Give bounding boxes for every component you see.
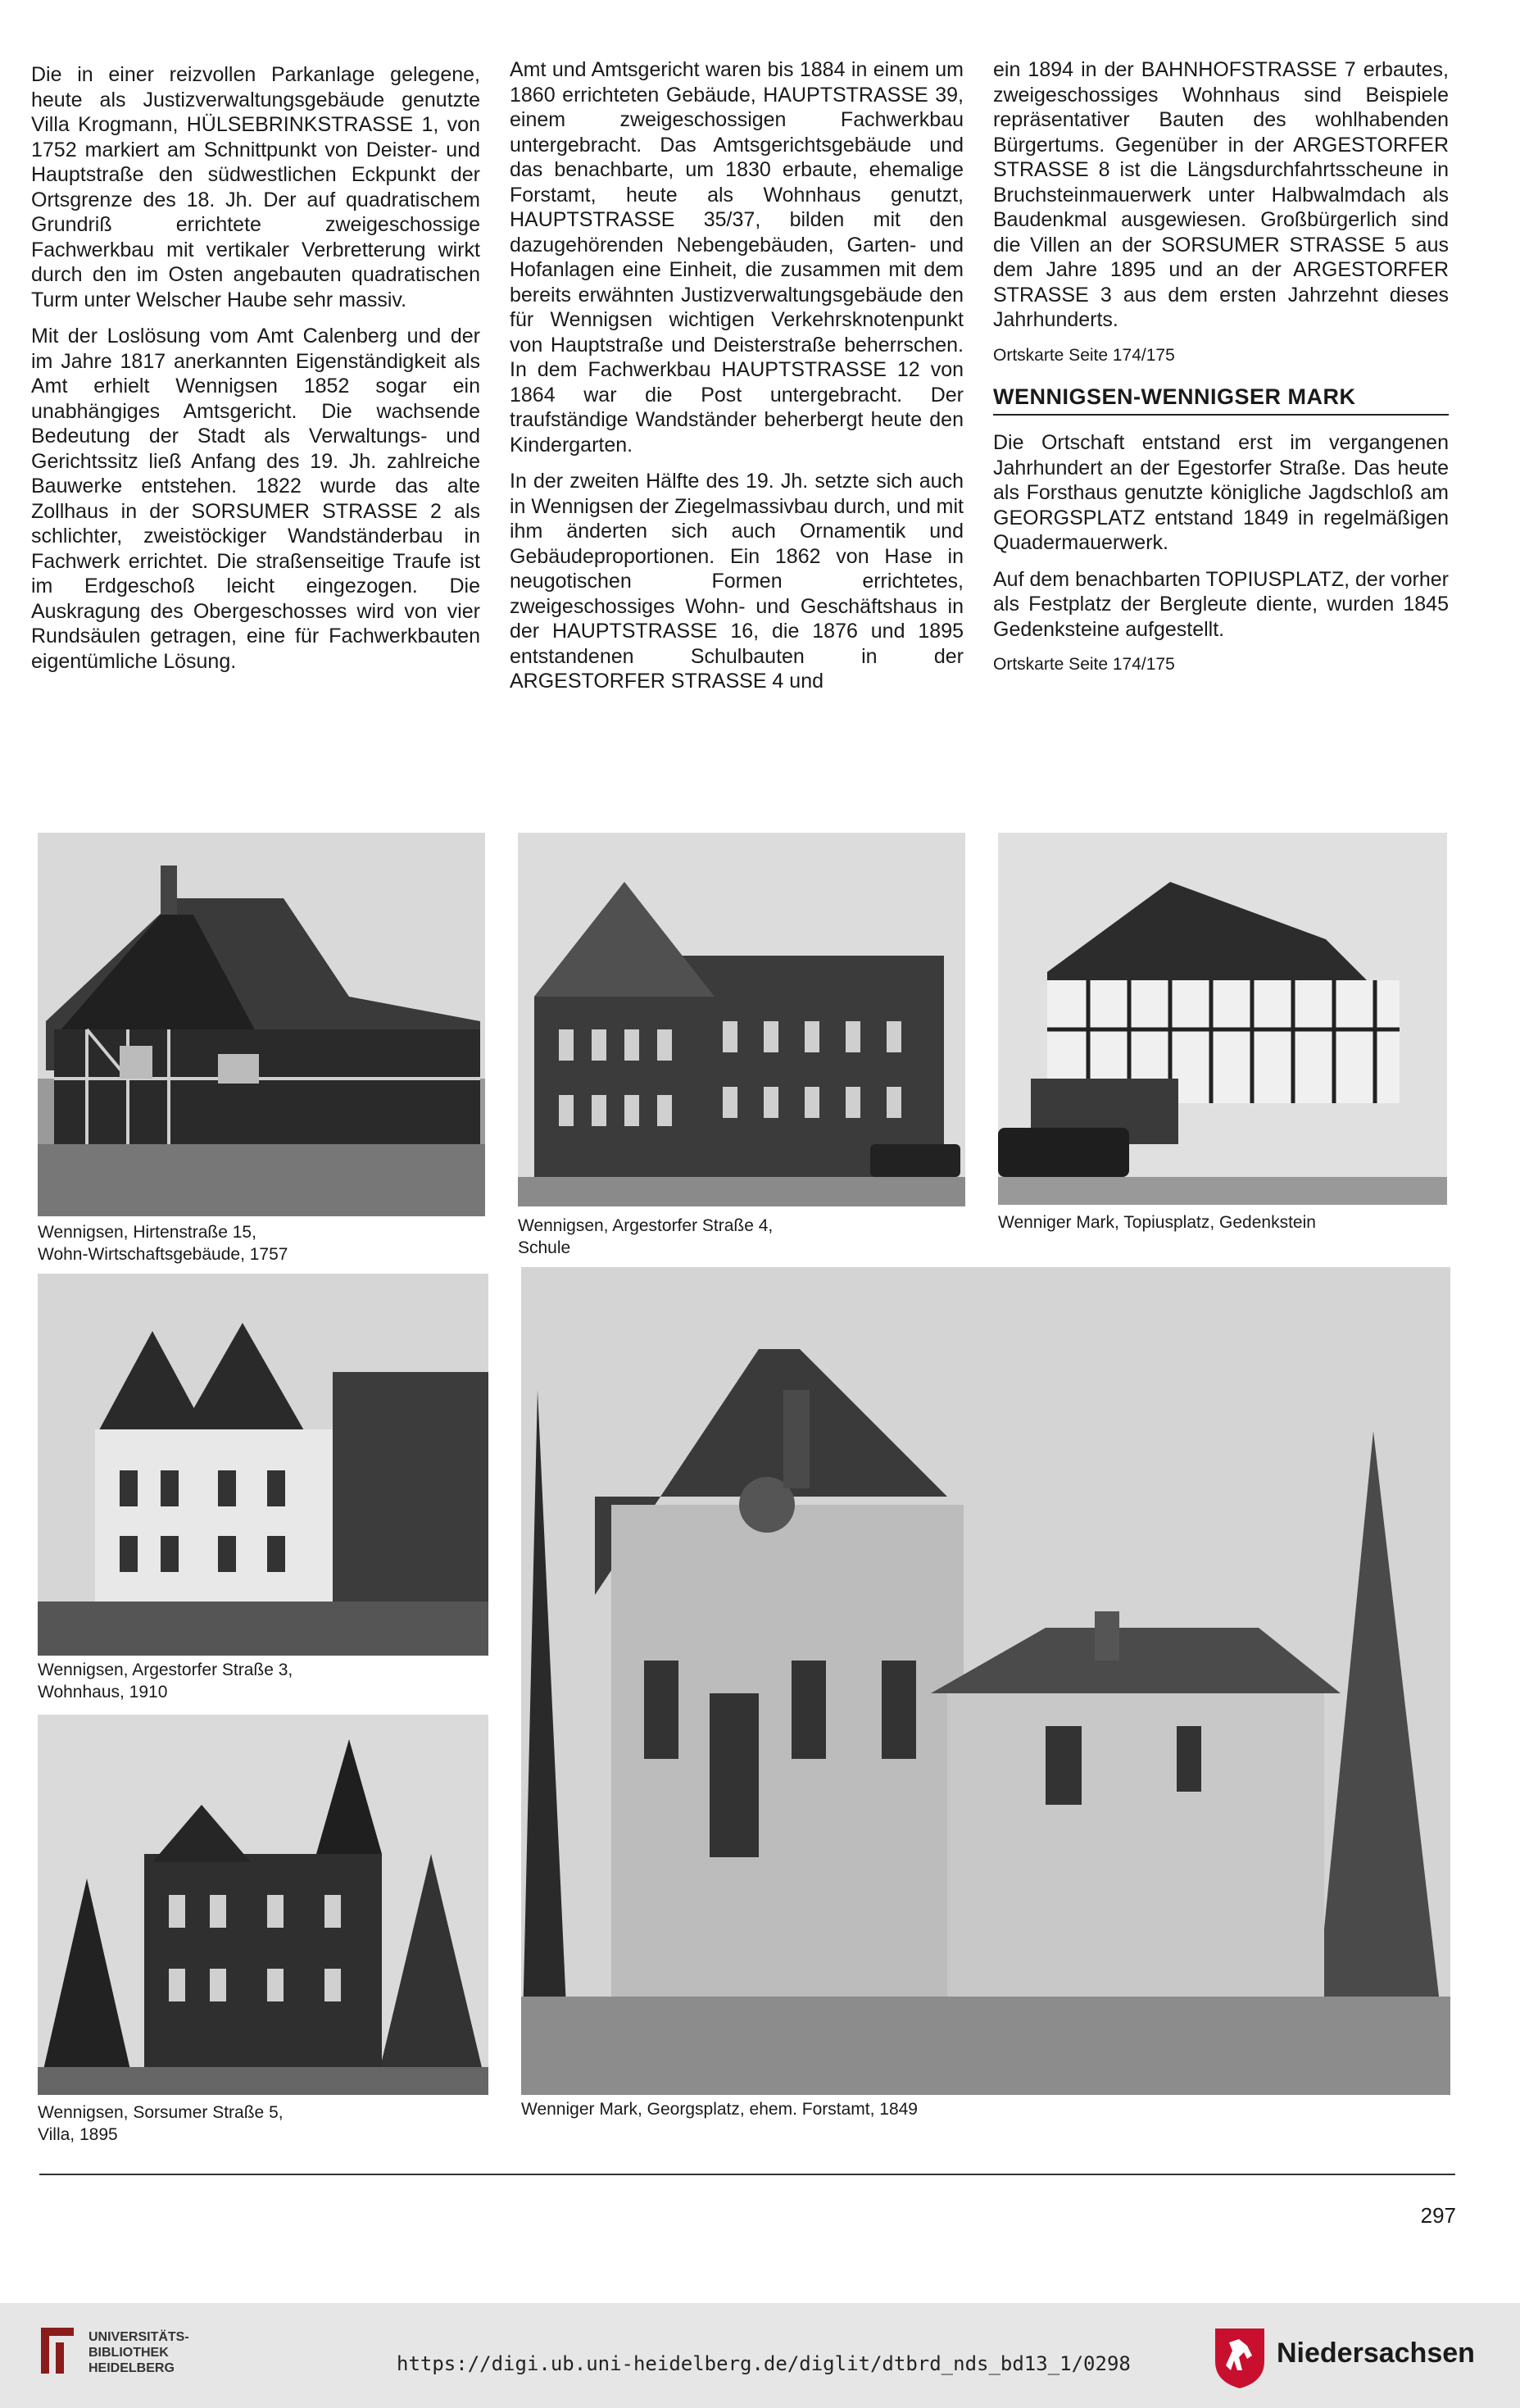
photo-topiusplatz [998, 833, 1447, 1205]
photo-sorsumer-5 [38, 1715, 488, 2095]
bottom-rule [39, 2174, 1455, 2175]
text-column-1 [31, 62, 480, 685]
source-url[interactable]: https://digi.ub.uni-heidelberg.de/diglit/dtbrd_nds_bd13_1/0298 [397, 2352, 1131, 2375]
state-name: Niedersachsen [1277, 2338, 1475, 2369]
page-number: 297 [1420, 2203, 1456, 2228]
paragraph: Mit der Loslösung vom Amt Calenberg und der im Jahre 1817 anerkannten Eigenständigkeit als Amt erhielt Wennigsen 1852 sogar ein unabhängiges Amtsgericht. Die wachsende Bedeutung der Stadt als Verwaltungs- und Gerichtssitz ließ Anfang des 19. Jh. zahlreiche Bauwerke entstehen. 1822 wurde das alte Zollhaus in der SORSUMER STRASSE 2 als schlichter, zweistöckiger Wandständerbau in Fachwerk errichtet. Die straßenseitige Traufe ist im Erdgeschoß leicht eingezogen. Die Auskragung des Obergeschosses wird von vier Rundsäulen getragen, eine für Fachwerkbauten eigentümliche Lösung. [31, 325, 480, 673]
horse-crest-icon [1211, 2324, 1268, 2390]
photo-georgsplatz [521, 1267, 1450, 2095]
library-logo-icon [38, 2324, 80, 2377]
caption-sorsumer-5: Wennigsen, Sorsumer Straße 5, Villa, 1895 [38, 2103, 284, 2144]
caption-topiusplatz: Wenniger Mark, Topiusplatz, Gedenkstein [998, 1213, 1316, 1232]
text-column-3 [993, 57, 1449, 687]
caption-georgsplatz: Wenniger Mark, Georgsplatz, ehem. Forstamt, 1849 [521, 2100, 918, 2119]
library-name: UNIVERSITÄTS- BIBLIOTHEK HEIDELBERG [88, 2330, 189, 2375]
paragraph: Auf dem benachbarten TOPIUSPLATZ, der vorher als Festplatz der Bergleute diente, wurden 1845 Gedenksteine aufgestellt. [993, 567, 1449, 641]
niedersachsen-logo [1211, 2324, 1475, 2394]
photo-argestorfer-3 [38, 1274, 488, 1656]
section-heading: WENNIGSEN-WENNIGSER MARK [993, 384, 1449, 416]
text-column-2 [510, 57, 964, 706]
paragraph: Die in einer reizvollen Parkanlage gelegene, heute als Justizverwaltungsgebäude genutzte Villa Krogmann, HÜLSEBRINKSTRASSE 1, von 1752 markiert am Schnittpunkt von Deister- und Hauptstraße den südwestlichen Eckpunkt der Ortsgrenze des 18. Jh. Der auf quadratischem Grundriß errichtete zweigeschossige Fachwerkbau mit vertikaler Verbretterung wirkt durch den im Osten angebauten quadratischen Turm unter Welscher Haube sehr massiv. [31, 63, 480, 311]
map-reference: Ortskarte Seite 174/175 [993, 655, 1175, 674]
caption-argestorfer-3: Wennigsen, Argestorfer Straße 3, Wohnhaus, 1910 [38, 1661, 293, 1702]
photo-hirtenstrasse [38, 833, 485, 1216]
paragraph: Amt und Amtsgericht waren bis 1884 in einem um 1860 errichteten Gebäude, HAUPTSTRASSE 39, einem zweigeschossigen Fachwerkbau untergebracht. Das Amtsgerichtsgebäude und das benachbarte, um 1830 erbaute, ehemalige Forstamt, heute als Wohnhaus genutzt, HAUPTSTRASSE 35/37, bilden mit den dazugehörenden Nebengebäuden, Garten- und Hofanlagen eine Einheit, die zusammen mit dem bereits erwähnten Justizverwaltungsgebäude den für Wennigsen wichtigen Verkehrsknotenpunkt von Hauptstraße und Deisterstraße beherrschen. In dem Fachwerkbau HAUPTSTRASSE 12 von 1864 war die Post untergebracht. Der traufständige Wandständer beherbergt heute den Kindergarten. [510, 58, 964, 457]
paragraph: In der zweiten Hälfte des 19. Jh. setzte sich auch in Wennigsen der Ziegelmassivbau durch, und mit ihm änderten sich auch Ornamentik und Gebäudeproportionen. Ein 1862 von Hase in neugotischen Formen errichtetes, zweigeschossiges Wohn- und Geschäftshaus in der HAUPTSTRASSE 16, die 1876 und 1895 entstandenen Schulbauten in der ARGESTORFER STRASSE 4 und [510, 470, 964, 693]
library-logo [38, 2324, 189, 2381]
photo-argestorfer-4 [518, 833, 965, 1206]
paragraph: Die Ortschaft entstand erst im vergangenen Jahrhundert an der Egestorfer Straße. Das heute als Forsthaus genutzte königliche Jagdschloß am GEORGSPLATZ entstand 1849 in regelmäßigen Quadermauerwerk. [993, 431, 1449, 554]
caption-hirtenstrasse: Wennigsen, Hirtenstraße 15, Wohn-Wirtschaftsgebäude, 1757 [38, 1223, 288, 1264]
caption-argestorfer-4: Wennigsen, Argestorfer Straße 4, Schule [518, 1216, 774, 1257]
paragraph: ein 1894 in der BAHNHOFSTRASSE 7 erbautes, zweigeschossiges Wohnhaus sind Beispiele repräsentativer Bauten des wohlhabenden Bürgertums. Gegenüber in der ARGESTORFER STRASSE 8 ist die Längsdurchfahrtsscheune in Bruchsteinmauerwerk unter Halbwalmdach als Baudenkmal ausgewiesen. Großbürgerlich sind die Villen an der SORSUMER STRASSE 5 aus dem Jahre 1895 und an der ARGESTORFER STRASSE 3 aus dem ersten Jahrzehnt dieses Jahrhunderts. [993, 58, 1449, 331]
map-reference: Ortskarte Seite 174/175 [993, 345, 1175, 365]
footer-bar [0, 2303, 1520, 2408]
